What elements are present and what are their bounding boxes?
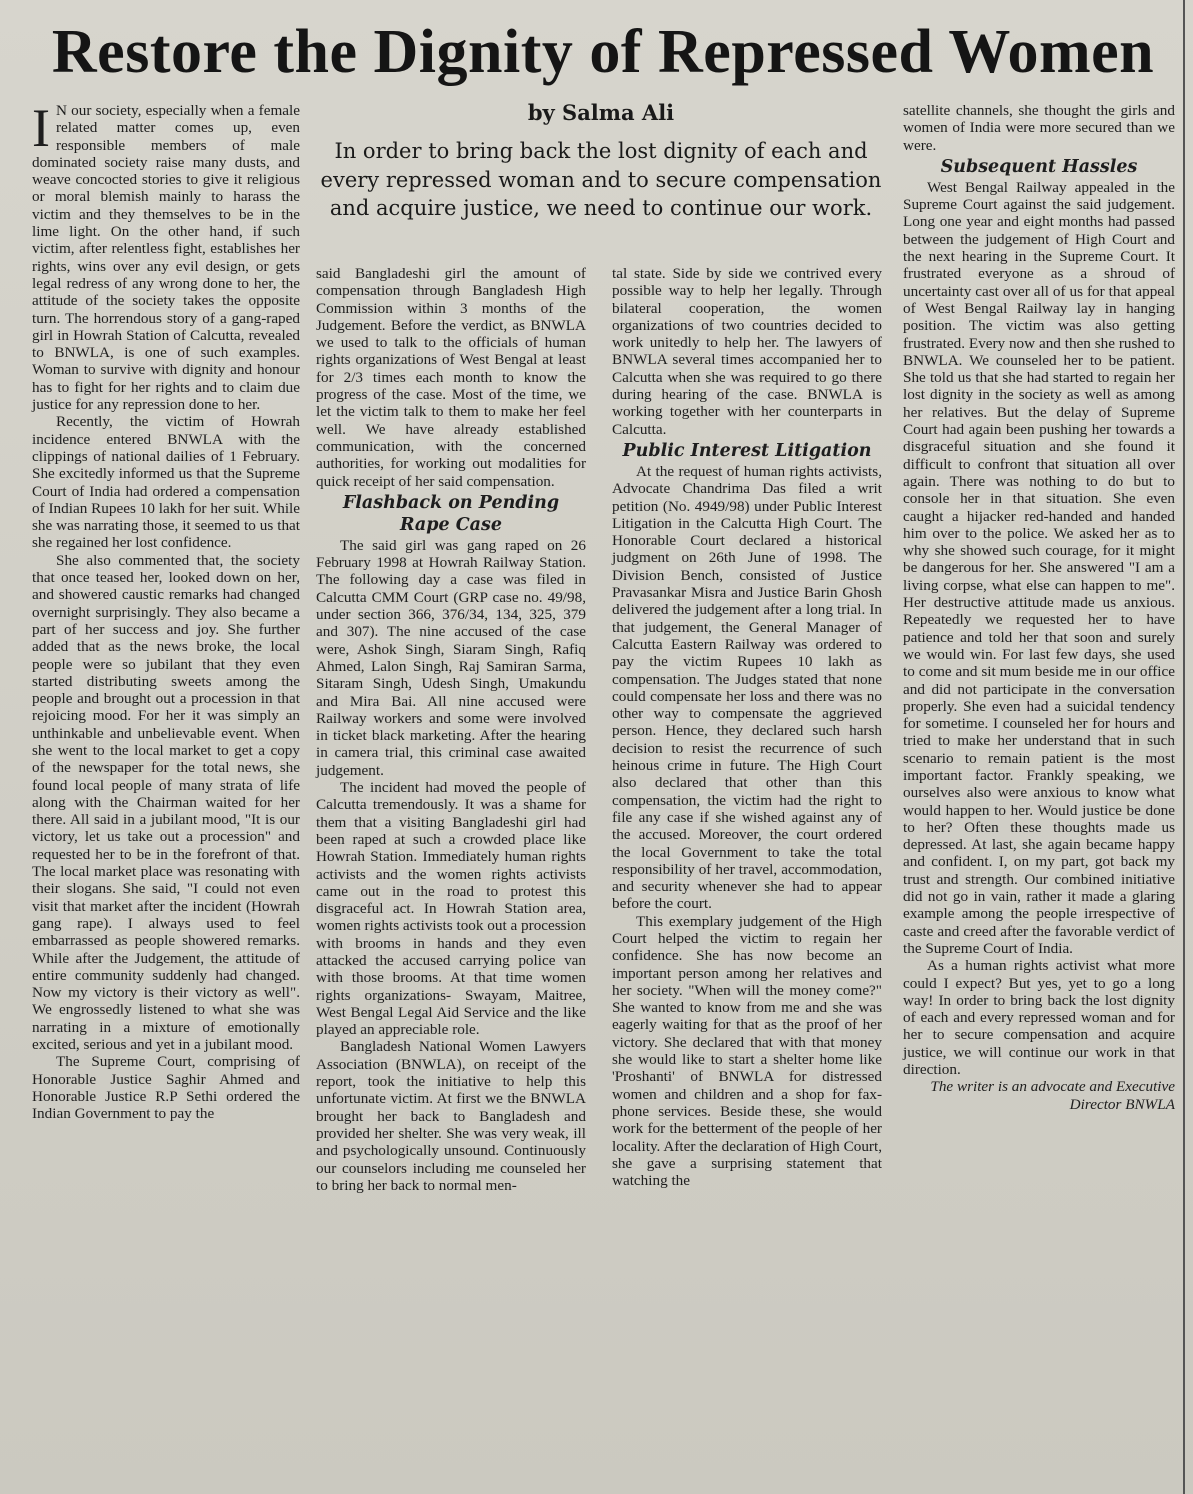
paragraph: West Bengal Railway appealed in the Supreme Court against the said judgement. Long one year and eight months had passed between the judgement of High Court and the next hearing in the Supreme Court. It frustrated everyone as a shroud of uncertainty cast over all of us for that appeal of West Bengal Railway lay in hanging position. The victim was also getting frustrated. Every now and then she rushed to BNWLA. We counseled her to be patient. She told us that she had started to regain her lost dignity in the society as well as among her relatives. But the delay of Supreme Court had again been pushing her towards a disgraceful situation and she found it difficult to confront that situation all over again. There was nothing to do but to console her in that situation. She even caught a hijacker red-handed and handed him over to the police. We asked her as to why she showed such courage, for it might be dangerous for her. She answered "I am a living corpse, what else can happen to me". Her destructive attitude made us anxious. Repeatedly we requested her to have patience and told her that soon and surely we would win. For last few days, she used to come and sit mum beside me in our office and did not participate in the conversation properly. She even had a suicidal tendency for sometime. I counseled her for hours and tried to make her understand that in such scenario to remain patient is the most important factor. Frankly speaking, we ourselves also were anxious to know what would happen to her. Would justice be done to her? Often these thoughts made us depressed. At last, she again became happy and confident. I, on my part, got back my trust and strength. Our combined initiative did not go in vain, rather it made a glaring example among the people irrespective of caste and creed after the favorable verdict of the Supreme Court of India. [903,178,1175,957]
dropcap: I [32,98,50,158]
paragraph: tal state. Side by side we contrived every possible way to help her legally. Through bilateral cooperation, the women organizations of two countries decided to work unitedly to help her. The lawyers of BNWLA several times accompanied her to Calcutta when she was required to go there during hearing of the case. BNWLA is working together with her counterparts in Calcutta. [612,265,882,438]
column-2 [316,265,586,1465]
column-3 [612,265,882,1465]
author-credit: The writer is an advocate and Executive Director BNWLA [930,1078,1175,1113]
paragraph: The incident had moved the people of Calcutta tremendously. It was a shame for them that a visiting Bangladeshi girl had been raped at such a crowded place like Howrah Station. Immediately human rights activists and the women rights activists came out in the road to protest this disgraceful act. In Howrah Station area, women rights activists took out a procession with brooms in hands and they even attacked the accused carrying police van with those brooms. At that time women rights organizations- Swayam, Maitree, West Bengal Legal Aid Service and the like played an appreciable role. [316,779,586,1039]
paragraph: As a human rights activist what more could I expect? But yes, yet to go a long way! In order to bring back the lost dignity of each and every repressed woman and for her to secure compensation and acquire justice, we will continue our work in that direction. [903,957,1175,1079]
column-rule [1183,0,1185,1494]
subhead-public-interest-litigation: Public Interest Litigation [622,440,872,461]
paragraph: She also commented that, the society that once teased her, looked down on her, and showered caustic remarks had changed overnight surprisingly. They also became a part of her success and joy. She further added that as the news broke, the local people were so jubilant that they even started distributing sweets among the people and brought out a procession in that rejoicing mood. For her it was simply an unthinkable and unbelievable event. When she went to the local market to get a copy of the newspaper for the total news, she found local people of many strata of life along with the Chairman waited for her there. All said in a jubilant mood, "It is our victory, let us take out a procession" and requested her to be in the forefront of that. The local market place was resonating with their slogans. She said, "I could not even visit that market after the incident (Howrah gang rape). I always used to feel embarrassed as people showered remarks. While after the Judgement, the attitude of entire community suddenly had changed. Now my victory is their victory as well". We engrossedly listened to what she was narrating in a mixture of emotionally excited, serious and yet in a jubilant mood. [32,551,300,1054]
paragraph: The Supreme Court, comprising of Honorable Justice Saghir Ahmed and Honorable Justice R.P Sethi ordered the Indian Government to pay the [32,1053,300,1123]
subhead-subsequent-hassles: Subsequent Hassles [940,156,1138,177]
paragraph: This exemplary judgement of the High Court helped the victim to regain her confidence. She has now become an important person among her relatives and her society. "When will the money come?" She wanted to know from me and she was eagerly waiting for that as the proof of her victory. She declared that with that money she would like to start a shelter home like 'Proshanti' of BNWLA for distressed women and children and a shop for fax-phone services. Beside these, she would work for the betterment of the people of her locality. After the declaration of High Court, she gave a surprising statement that watching the [612,912,882,1190]
paragraph: At the request of human rights activists, Advocate Chandrima Das filed a writ petition (No. 4949/98) under Public Interest Litigation in the Calcutta High Court. The Honorable Court declared a historical judgment on 26th June of 1998. The Division Bench, consisted of Justice Pravasankar Misra and Justice Barin Ghosh delivered the judgement after a long trial. In that judgement, the General Manager of Calcutta Eastern Railway was ordered to pay the victim Rupees 10 lakh as compensation. The Judges stated that none could compensate her loss and there was no other way to compensate the aggrieved person. Hence, they declared such harsh decision to resist the recurrence of such heinous crime in future. The High Court also declared that other than this compensation, the victim had the right to file any case if she wished against any of the accused. Moreover, the court ordered the local Government to take the total responsibility of her travel, accommodation, and security whenever she had to appear before the court. [612,462,882,913]
paragraph: The said girl was gang raped on 26 February 1998 at Howrah Railway Station. The following day a case was filed in Calcutta CMM Court (GRP case no. 49/98, under section 366, 376/34, 134, 325, 379 and 307). The nine accused of the case were, Ashok Singh, Siaram Singh, Rafiq Ahmed, Lalon Singh, Raj Samiran Sarma, Sitaram Singh, Udesh Singh, Umakundu and Mira Bai. All nine accused were Railway workers and some were involved in ticket black marketing. After the hearing in camera trial, this criminal case awaited judgement. [316,536,586,779]
paragraph: Recently, the victim of Howrah incidence entered BNWLA with the clippings of national dailies of 1 February. She excitedly informed us that the Supreme Court of India had ordered a compensation of Indian Rupees 10 lakh for her suit. While she was narrating those, it seemed to us that she regained her lost confidence. [32,413,300,552]
paragraph: satellite channels, she thought the girls and women of India were more secured than we were. [903,102,1175,154]
lead-paragraph [32,98,300,414]
paragraph-text: N our society, especially when a female related matter comes up, even responsible members of male dominated society raise many dusts, and weave concocted stories to give it religious or moral blemish mainly to harass the victim and they themselves to be in the lime light. On the other hand, if such victim, after relentless fight, establishes her rights, wins over any evil design, or gets legal redress of any wrong done to her, the attitude of the society takes the opposite turn. The horrendous story of a gang-raped girl in Howrah Station of Calcutta, revealed to BNWLA, is one of such examples. Woman to survive with dignity and honour has to fight for her rights and to claim due justice for any repression done to her. [32,102,300,414]
subhead-flashback: Flashback on Pending Rape Case [342,492,560,535]
paragraph: said Bangladeshi girl the amount of compensation through Bangladesh High Commission within 3 months of the Judgement. Before the verdict, as BNWLA we used to talk to the officials of human rights organizations of West Bengal at least for 2/3 times each month to know the progress of the case. Most of the time, we let the victim talk to them to make her feel well. We have already established communication, with the concerned authorities, for working out modalities for quick receipt of her said compensation. [316,265,586,490]
headline: Restore the Dignity of Repressed Women [51,18,1155,86]
byline: by Salma Ali [527,100,675,125]
paragraph: Bangladesh National Women Lawyers Association (BNWLA), on receipt of the report, took the initiative to help this unfortunate victim. At first we the BNWLA brought her back to Bangladesh and provided her shelter. She was very weak, ill and psychologically unsound. Continuously our counselors including me counseled her to bring her back to normal men- [316,1038,586,1194]
deck: In order to bring back the lost dignity of each and every repressed woman and to secure compensation and acquire justice, we need to continue our work. [320,139,882,220]
column-4 [903,102,1175,1472]
column-1 [32,98,300,1472]
